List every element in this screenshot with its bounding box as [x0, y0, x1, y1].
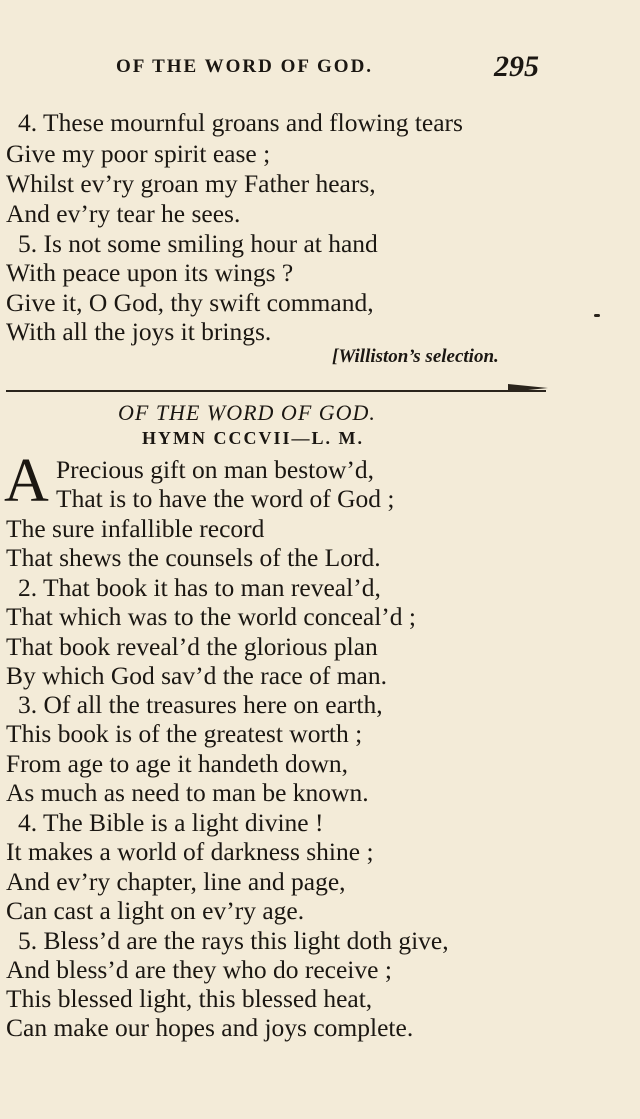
- drop-cap: A: [4, 447, 49, 515]
- verse-line: Whilst ev’ry groan my Father hears,: [6, 169, 376, 198]
- verse-line: Can make our hopes and joys complete.: [6, 1013, 414, 1042]
- verse-line: The sure infallible record: [6, 514, 265, 543]
- verse-line: From age to age it handeth down,: [6, 749, 349, 778]
- verse-line: Give it, O God, thy swift command,: [6, 288, 374, 317]
- page-number: 295: [494, 50, 539, 83]
- section-divider: [6, 390, 546, 392]
- verse-line: 5. Is not some smiling hour at hand: [18, 229, 378, 258]
- verse-line: And ev’ry chapter, line and page,: [6, 867, 346, 896]
- verse-line: With peace upon its wings ?: [6, 258, 294, 287]
- verse-line: As much as need to man be known.: [6, 778, 369, 807]
- margin-mark: [594, 314, 600, 317]
- verse-line: 4. The Bible is a light divine !: [18, 808, 324, 837]
- verse-line: 3. Of all the treasures here on earth,: [18, 690, 383, 719]
- verse-line: 4. These mournful groans and flowing tears: [18, 108, 463, 137]
- verse-line: 2. That book it has to man reveal’d,: [18, 573, 381, 602]
- verse-line: That which was to the world conceal’d ;: [6, 602, 416, 631]
- attribution: [Williston’s selection.: [332, 346, 499, 367]
- verse-line: And ev’ry tear he sees.: [6, 199, 241, 228]
- section-divider-ornament: [508, 384, 548, 392]
- verse-line: 5. Bless’d are the rays this light doth give,: [18, 926, 449, 955]
- verse-line: Can cast a light on ev’ry age.: [6, 896, 305, 925]
- verse-line: This book is of the greatest worth ;: [6, 719, 363, 748]
- verse-line: With all the joys it brings.: [6, 317, 272, 346]
- running-title: OF THE WORD OF GOD.: [116, 56, 374, 77]
- verse-line: By which God sav’d the race of man.: [6, 661, 387, 690]
- verse-line: It makes a world of darkness shine ;: [6, 837, 374, 866]
- verse-line: That is to have the word of God ;: [56, 484, 395, 513]
- page-header: [0, 52, 640, 86]
- hymn-heading: OF THE WORD OF GOD.: [118, 400, 376, 425]
- hymn-number: HYMN CCCVII—L. M.: [142, 428, 364, 448]
- verse-line: That shews the counsels of the Lord.: [6, 543, 381, 572]
- verse-line: And bless’d are they who do receive ;: [6, 955, 392, 984]
- verse-line: Give my poor spirit ease ;: [6, 139, 271, 168]
- verse-line: Precious gift on man bestow’d,: [56, 455, 374, 484]
- verse-line: That book reveal’d the glorious plan: [6, 632, 378, 661]
- verse-line: This blessed light, this blessed heat,: [6, 984, 373, 1013]
